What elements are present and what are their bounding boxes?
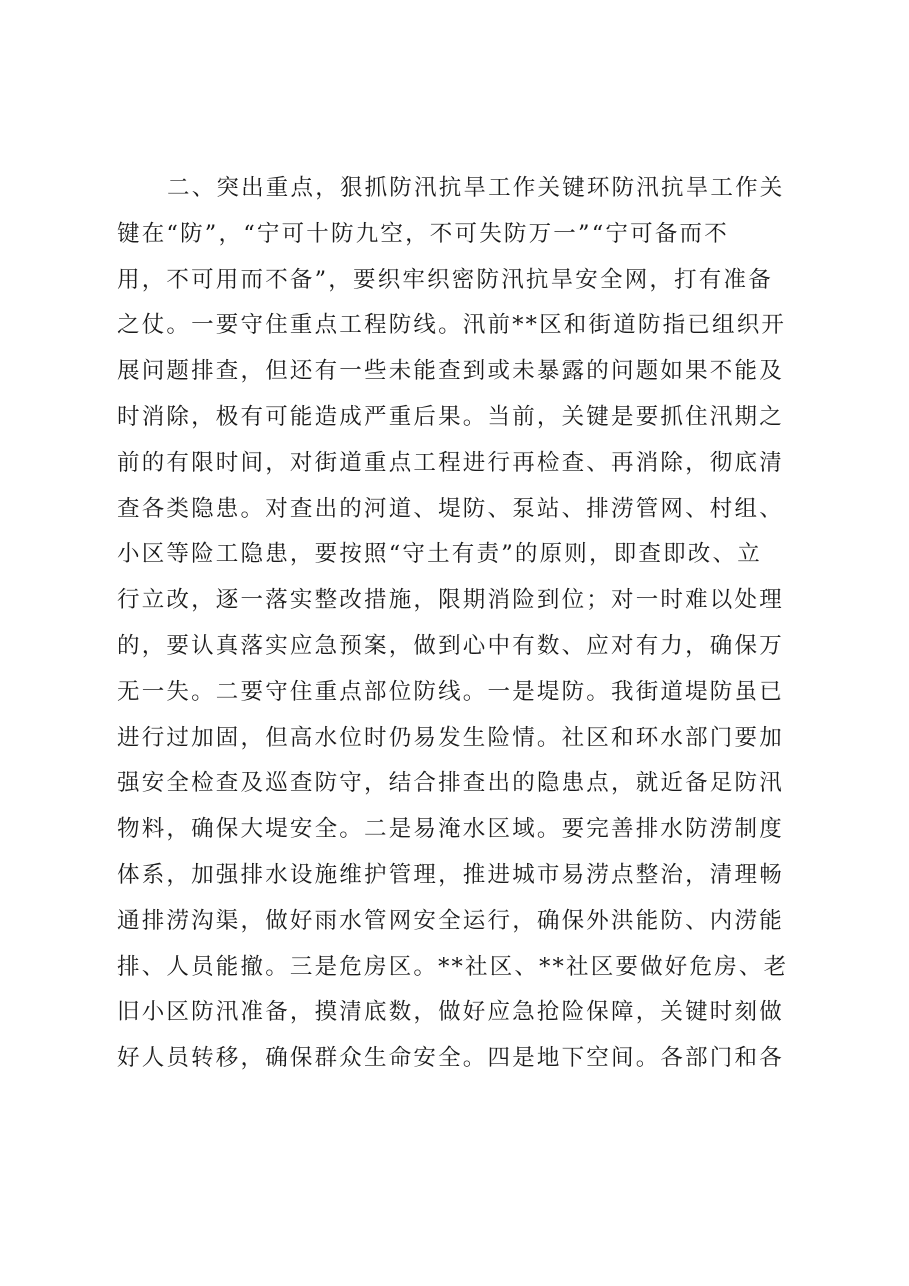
text-line: 旧小区防汛准备，摸清底数，做好应急抢险保障，关键时刻做 (117, 999, 784, 1026)
text-line: 行立改，逐一落实整改措施，限期消险到位；对一时难以处理 (117, 587, 784, 614)
text-line: 展问题排查，但还有一些未能查到或未暴露的问题如果不能及 (117, 358, 784, 385)
text-line: 强安全检查及巡查防守，结合排查出的隐患点，就近备足防汛 (117, 770, 784, 797)
text-line: 好人员转移，确保群众生命安全。四是地下空间。各部门和各 (117, 1045, 784, 1072)
text-line: 进行过加固，但高水位时仍易发生险情。社区和环水部门要加 (117, 724, 784, 751)
text-line: 用，不可用而不备”，要织牢织密防汛抗旱安全网，打有准备 (117, 266, 773, 293)
text-line: 前的有限时间，对街道重点工程进行再检查、再消除，彻底清 (117, 449, 784, 476)
text-line: 之仗。一要守住重点工程防线。汛前**区和街道防指已组织开 (117, 312, 787, 339)
text-line: 二、突出重点，狠抓防汛抗旱工作关键环防汛抗旱工作关 (167, 175, 785, 201)
text-line: 排、人员能撤。三是危房区。**社区、**社区要做好危房、老 (117, 953, 789, 980)
text-line: 体系，加强排水设施维护管理，推进城市易涝点整治，清理畅 (117, 861, 784, 888)
body-paragraph (117, 166, 807, 1082)
text-line: 的，要认真落实应急预案，做到心中有数、应对有力，确保万 (117, 632, 784, 659)
text-line: 通排涝沟渠，做好雨水管网安全运行，确保外洪能防、内涝能 (117, 907, 784, 934)
text-line: 小区等险工隐患，要按照“守土有责”的原则，即查即改、立 (117, 541, 762, 568)
text-line: 物料，确保大堤安全。二是易淹水区域。要完善排水防涝制度 (117, 816, 784, 843)
text-line: 无一失。二要守住重点部位防线。一是堤防。我街道堤防虽已 (117, 678, 784, 705)
text-line: 查各类隐患。对查出的河道、堤防、泵站、排涝管网、村组、 (117, 495, 784, 522)
text-line: 键在“防”，“宁可十防九空，不可失防万一”“宁可备而不 (117, 220, 729, 247)
text-line: 时消除，极有可能造成严重后果。当前，关键是要抓住汛期之 (117, 403, 784, 430)
